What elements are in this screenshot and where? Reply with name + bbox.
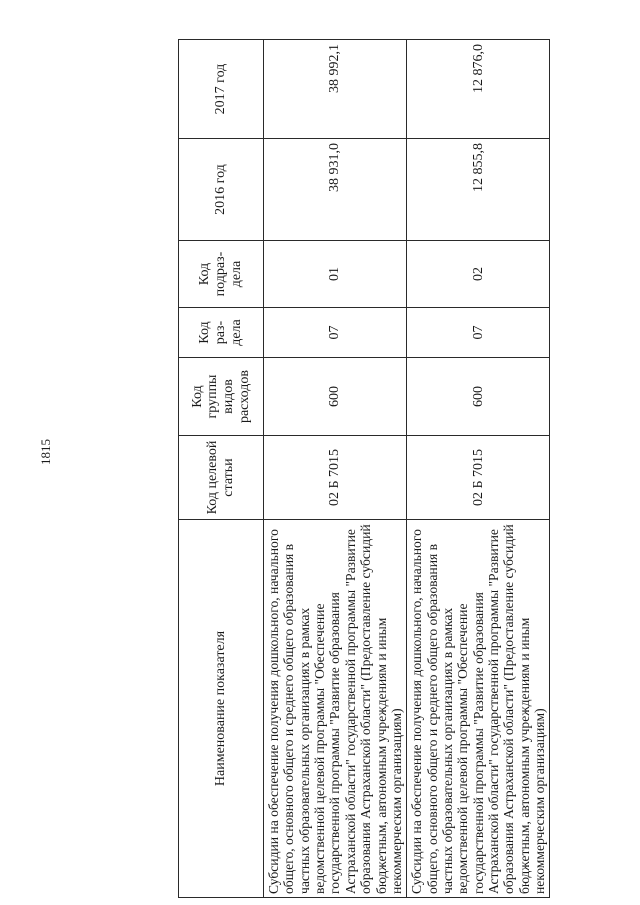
- row-amount-2016: 38 931,0: [264, 139, 407, 241]
- row-target-code: 02 Б 7015: [264, 436, 407, 520]
- row-amount-2016: 12 855,8: [407, 139, 550, 241]
- row-section-code: 07: [264, 308, 407, 358]
- row-name: Субсидии на обеспечение получения дошкольного, начального общего, основного общего и среднего общего образования в частных образовательных организациях в рамках ведомственной целевой программы "Обеспечение государственной программы "Развитие образования Астраханской области" государственной программы "Развитие образования Астраханской области" (Предоставление субсидий бюджетным, автономным учреждениям и иным некоммерческим организациям): [407, 520, 550, 898]
- header-target-code: Код целевой статьи: [179, 436, 264, 520]
- header-year-2016: 2016 год: [179, 139, 264, 241]
- table-row: [407, 40, 550, 898]
- header-expense-group-code: Код группы видов расходов: [179, 358, 264, 436]
- header-section-code: Код раз-дела: [179, 308, 264, 358]
- row-subsection-code: 02: [407, 241, 550, 308]
- row-amount-2017: 38 992,1: [264, 40, 407, 139]
- table-row: [264, 40, 407, 898]
- rotated-table-wrapper: [178, 40, 548, 898]
- row-expense-group-code: 600: [407, 358, 550, 436]
- row-amount-2017: 12 876,0: [407, 40, 550, 139]
- row-section-code: 07: [407, 308, 550, 358]
- table-header-row: [179, 40, 264, 898]
- page-number: 1815: [38, 439, 53, 465]
- row-target-code: 02 Б 7015: [407, 436, 550, 520]
- row-expense-group-code: 600: [264, 358, 407, 436]
- row-subsection-code: 01: [264, 241, 407, 308]
- header-name: Наименование показателя: [179, 520, 264, 898]
- budget-table: [178, 39, 550, 898]
- header-subsection-code: Код подраз-дела: [179, 241, 264, 308]
- header-year-2017: 2017 год: [179, 40, 264, 139]
- row-name: Субсидии на обеспечение получения дошкольного, начального общего, основного общего и среднего общего образования в частных образовательных организациях в рамках ведомственной целевой программы "Обеспечение государственной программы "Развитие образования Астраханской области" государственной программы "Развитие образования Астраханской области" (Предоставление субсидий бюджетным, автономным учреждениям и иным некоммерческим организациям): [264, 520, 407, 898]
